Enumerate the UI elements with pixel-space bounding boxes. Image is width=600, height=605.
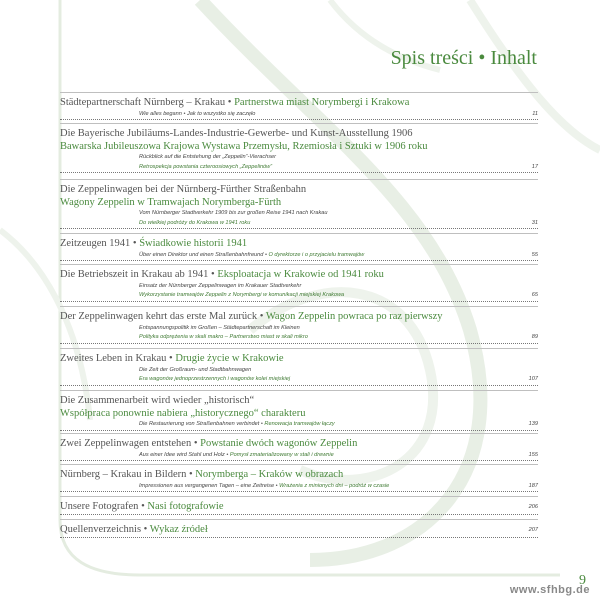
page-number: 9	[579, 573, 586, 588]
page-ref: 55	[531, 251, 538, 258]
subtitle-german: Rückblick auf die Entstehung der „Zeppelin“-Vierachser	[139, 154, 277, 160]
toc-entry[interactable]	[60, 433, 538, 461]
page-title: Spis treści • Inhalt	[390, 47, 537, 69]
entry-heading: Der Zeppelinwagen kehrt das erste Mal zurück • Wagon Zeppelin powraca po raz pierwszy	[60, 311, 443, 322]
heading-polish: Wagony Zeppelin w Tramwajach Norymberga-Fürth	[60, 196, 282, 208]
heading-german: Zwei Zeppelinwagen entstehen	[60, 438, 192, 449]
entry-heading: Die Betriebszeit in Krakau ab 1941 • Eksploatacja w Krakowie od 1941 roku	[60, 269, 384, 280]
heading-german: Die Betriebszeit in Krakau ab 1941	[60, 269, 209, 280]
toc-entry[interactable]	[60, 390, 538, 431]
subtitle-german: Einsatz der Nürnberger Zeppelinwagen im Krakauer Stadtverkehr	[139, 282, 302, 289]
subtitle-german: Vom Nürnberger Stadtverkehr 1909 bis zur großen Reise 1941 nach Krakau	[139, 210, 328, 216]
subtitle-polish: Jak to wszystko się zaczęło	[186, 110, 256, 117]
heading-polish: Powstanie dwóch wagonów Zeppelin	[200, 438, 358, 449]
heading-polish: Wykaz źródeł	[149, 524, 208, 535]
entry-subtitle: Die Restaurierung von Straßenbahnen verbindet • Renowacja tramwajów łączy 139	[60, 420, 538, 431]
page-ref: 89	[531, 334, 538, 340]
separator-bullet: •	[227, 97, 235, 108]
toc-entry[interactable]	[60, 264, 538, 302]
page-ref: 206	[528, 504, 538, 510]
subtitle-polish: Wrażenia z minionych dni – podróż w czasie	[279, 482, 390, 489]
heading-german: Städtepartnerschaft Nürnberg – Krakau	[60, 97, 226, 108]
toc-entry[interactable]	[60, 123, 538, 173]
page-ref: 65	[531, 292, 538, 298]
heading-polish: Partnerstwa miast Norymbergi i Krakowa	[234, 97, 410, 108]
entry-heading	[60, 97, 538, 110]
entry-subtitle: Über einen Direktor und einen Straßenbahnfreund • O dyrektorze i o przyjacielu tramwajów 55	[60, 251, 538, 262]
page-ref: 207	[528, 527, 538, 533]
subtitle-german: Die Restaurierung von Straßenbahnen verbindet	[139, 421, 260, 427]
page-ref: 11	[532, 110, 538, 117]
toc-entry[interactable]	[60, 92, 538, 120]
entry-heading: Zwei Zeppelinwagen entstehen • Powstanie dwóch wagonów Zeppelin	[60, 438, 358, 449]
heading-polish: Wagon Zeppelin powraca po raz pierwszy	[265, 311, 443, 322]
subtitle-german: Aus einer Idee wird Stahl und Holz	[139, 451, 225, 458]
toc-entry[interactable]	[60, 519, 538, 538]
heading-german: Unsere Fotografen	[60, 501, 139, 512]
entry-subtitle: Impressionen aus vergangenen Tagen – eine Zeitreise • Wrażenia z minionych dni – podróż w czasie 187	[60, 482, 538, 493]
page-ref: 139	[528, 421, 538, 427]
page-ref: 17	[531, 163, 538, 170]
heading-polish: Drugie życie w Krakowie	[175, 353, 284, 364]
page-ref: 155	[528, 451, 538, 458]
heading-polish: Eksploatacja w Krakowie od 1941 roku	[217, 269, 384, 280]
toc-entry[interactable]	[60, 233, 538, 261]
page-ref: 107	[528, 376, 538, 382]
page-ref: 31	[531, 219, 538, 226]
subtitle-polish: O dyrektorze i o przyjacielu tramwajów	[268, 251, 365, 258]
heading-german: Zweites Leben in Krakau	[60, 353, 167, 364]
subtitle-polish: Wykorzystanie tramwajów Zeppelin z Norymbergi w komunikacji miejskiej Krakowa 65	[60, 291, 538, 302]
entry-heading	[60, 184, 538, 209]
entry-heading: Unsere Fotografen • Nasi fotografowie 206	[60, 501, 538, 515]
subtitle-german: Wie alles begann	[139, 110, 182, 117]
subtitle-polish: Do wielkiej podróży do Krakowa w 1941 roku 31	[60, 219, 538, 230]
subtitle-polish: Polityka odprężenia w skali makro – Partnerstwo miast w skali mikro 89	[60, 333, 538, 344]
heading-german: Die Zusammenarbeit wird wieder „historisch“	[60, 395, 255, 406]
heading-german: Zeitzeugen 1941	[60, 238, 131, 249]
toc-entry[interactable]	[60, 306, 538, 344]
heading-polish: Norymberga – Kraków w obrazach	[195, 469, 344, 480]
subtitle-polish: Renowacja tramwajów łączy	[264, 421, 335, 427]
toc-entry[interactable]	[60, 348, 538, 386]
toc-entry[interactable]	[60, 464, 538, 492]
subtitle-german: Die Zeit der Großraum- und Stadtbahnwagen	[139, 366, 252, 373]
toc-entry[interactable]	[60, 179, 538, 229]
entry-subtitle: Aus einer Idee wird Stahl und Holz • Pomysł zmaterializowany w stali i drewnie 155	[60, 451, 538, 462]
subtitle-polish: Era wagonów jednoprzestrzennych i wagonów kolei miejskiej 107	[60, 375, 538, 386]
subtitle-german: Impressionen aus vergangenen Tagen – eine Zeitreise	[139, 482, 275, 489]
entry-heading: Nürnberg – Krakau in Bildern • Norymberga – Kraków w obrazach	[60, 469, 344, 480]
heading-polish: Bawarska Jubileuszowa Krajowa Wystawa Przemysłu, Rzemiosła i Sztuki w 1906 roku	[60, 140, 428, 152]
entry-heading	[60, 395, 538, 420]
entry-heading: Zweites Leben in Krakau • Drugie życie w Krakowie	[60, 353, 284, 364]
heading-polish: Nasi fotografowie	[147, 501, 224, 512]
heading-polish: Świadkowie historii 1941	[139, 238, 248, 249]
entry-heading: Zeitzeugen 1941 • Świadkowie historii 1941	[60, 238, 248, 249]
site-watermark: www.sfhbg.de	[509, 584, 590, 596]
subtitle-german: Über einen Direktor und einen Straßenbahnfreund	[139, 251, 264, 258]
heading-german: Die Zeppelinwagen bei der Nürnberg-Fürther Straßenbahn	[60, 184, 307, 195]
toc-entry[interactable]	[60, 496, 538, 515]
subtitle-german: Entspannungspolitik im Großen – Städtepartnerschaft im Kleinen	[139, 324, 300, 331]
heading-german: Der Zeppelinwagen kehrt das erste Mal zurück	[60, 311, 258, 322]
heading-polish: Współpraca ponownie nabiera „historycznego“ charakteru	[60, 407, 306, 419]
heading-german: Quellenverzeichnis	[60, 524, 142, 535]
entry-subtitle: Wie alles begann • Jak to wszystko się zaczęło 11	[60, 110, 538, 121]
subtitle-polish: Retrospekcja powstania czteroosiowych „Zeppelinów“ 17	[60, 163, 538, 174]
entry-heading: Quellenverzeichnis • Wykaz źródeł 207	[60, 524, 538, 538]
entry-heading	[60, 128, 538, 153]
subtitle-polish: Pomysł zmaterializowany w stali i drewnie	[229, 451, 334, 458]
page-ref: 187	[528, 482, 538, 489]
heading-german: Nürnberg – Krakau in Bildern	[60, 469, 187, 480]
heading-german: Die Bayerische Jubiläums-Landes-Industrie-Gewerbe- und Kunst-Ausstellung 1906	[60, 128, 413, 139]
